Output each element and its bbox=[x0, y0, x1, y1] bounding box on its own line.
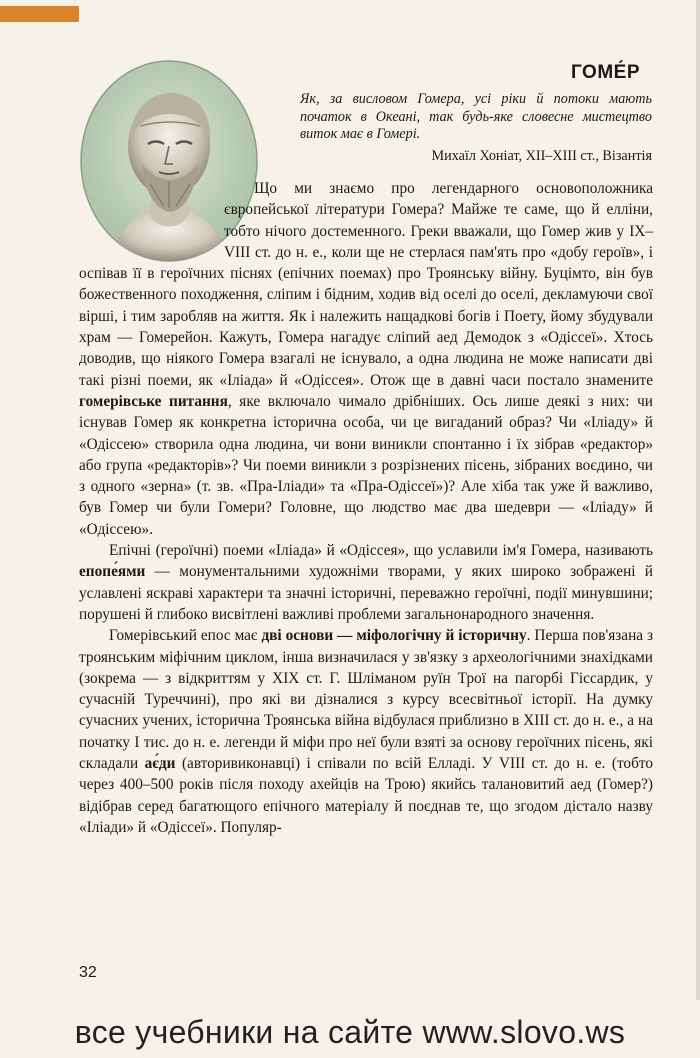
page-number: 32 bbox=[79, 964, 97, 981]
bold-term: дві основи — міфологічну й історичну bbox=[261, 627, 527, 645]
main-text bbox=[79, 178, 653, 838]
paragraph-text: Гомерівський епос має bbox=[109, 627, 262, 645]
paragraph-intro bbox=[79, 178, 653, 540]
page-title: ГОМЕ́Р bbox=[571, 62, 640, 83]
epigraph-source: Михаїл Хоніат, XII–XIII ст., Візантія bbox=[431, 148, 652, 164]
page-accent-bar bbox=[0, 6, 79, 22]
bold-term: епопе́ями bbox=[79, 563, 146, 581]
paragraph-text: Що ми знаємо про легендарного основоположника європейської літератури Гомера? Майже те саме, що й елліни, тобто нічого достеменного. Греки вважали, що Гомер жив у IX–VIII ст. до н. е., коли ще не стерлася пам'ять про «добу героїв», і оспівав її в героїчних піснях (епічних поемах) про Троянську війну. Буцімто, він був божественного походження, сліпим і бідним, ходив від оселі до оселі, декламуючи свої вірші, і тим заробляв на життя. Як і належить нащадкові богів і Поету, йому збудували храм — Гомерейон. Кажуть, Гомера нагадує сліпий аед Демодок з «Одіссеї». Хтось доводив, що ніякого Гомера взагалі не існувало, а одна людина не може написати дві такі різні поеми, як «Іліада» й «Одіссея». Отож ще в давні часи постало знамените bbox=[79, 180, 653, 389]
bold-term: ає́ди bbox=[144, 755, 176, 773]
epigraph-quote: Як, за висловом Гомера, усі ріки й потоки мають початок в Океані, так будь-яке словесне мистецтво виток має в Гомері. bbox=[300, 91, 652, 142]
site-watermark-footer: все учебники на сайте www.slovo.ws bbox=[74, 1014, 626, 1050]
page-edge-shadow bbox=[696, 0, 700, 1000]
paragraph-text: (авторивиконавці) і співали по всій Елладі. У VIII ст. до н. е. (тобто через 400–500 років після походу ахейців на Трою) якийсь талановитий аед (Гомер?) відібрав серед багатющого епічного матеріалу й поєднав те, що згодом дістало назву «Іліади» й «Одіссеї». Популяр- bbox=[79, 755, 653, 836]
bold-term: гомерівське питання bbox=[79, 392, 228, 410]
paragraph-text: . Перша пов'язана з троянським міфічним циклом, інша визначилася у зв'язку з археологічними знахідками (зокрема — з відкриттям у XIX ст. Г. Шліманом руїн Трої на пагорбі Гіссардик, у сучасній Туреччині), про які ви дізналися з курсу всесвітньої історії. На думку сучасних учених, історична Троянська війна відбулася приблизно в XIII ст. до н. е., а на початку I тис. до н. е. легенди й міфи про неї були взяті за основу героїчних пісень, які складали bbox=[79, 627, 654, 773]
paragraph-text: — монументальними художніми творами, у яких широко зображені й уславлені яскраві характери та значні історичні, переважно героїчні, події минувшини; порушені й глибоко висвітлені важливі проблеми загальнонародного значення. bbox=[79, 563, 653, 623]
paragraph-epopee bbox=[79, 540, 653, 625]
paragraph-text: Епічні (героїчні) поеми «Іліада» й «Одіссея», що уславили ім'я Гомера, називають bbox=[109, 542, 653, 560]
paragraph-text: , яке включало чимало дрібніших. Ось лише деякі з них: чи існував Гомер як конкретна історична особа, чи це вигаданий образ? Чи «Іліаду» й «Одіссею» створила одна людина, чи вони виникли спонтанно і їх зібрав «редактор» або група «редакторів»? Чи поеми виникли з розрізнених пісень, зібраних воєдино, чи з одного «зерна» (т. зв. «Пра-Іліади» та «Пра-Одіссеї»)? Але хіба так уже й важливо, був Гомер чи були Гомери? Головне, що людство має два шедеври — «Іліаду» й «Одіссею». bbox=[79, 392, 653, 538]
paragraph-epic-bases bbox=[79, 625, 653, 838]
